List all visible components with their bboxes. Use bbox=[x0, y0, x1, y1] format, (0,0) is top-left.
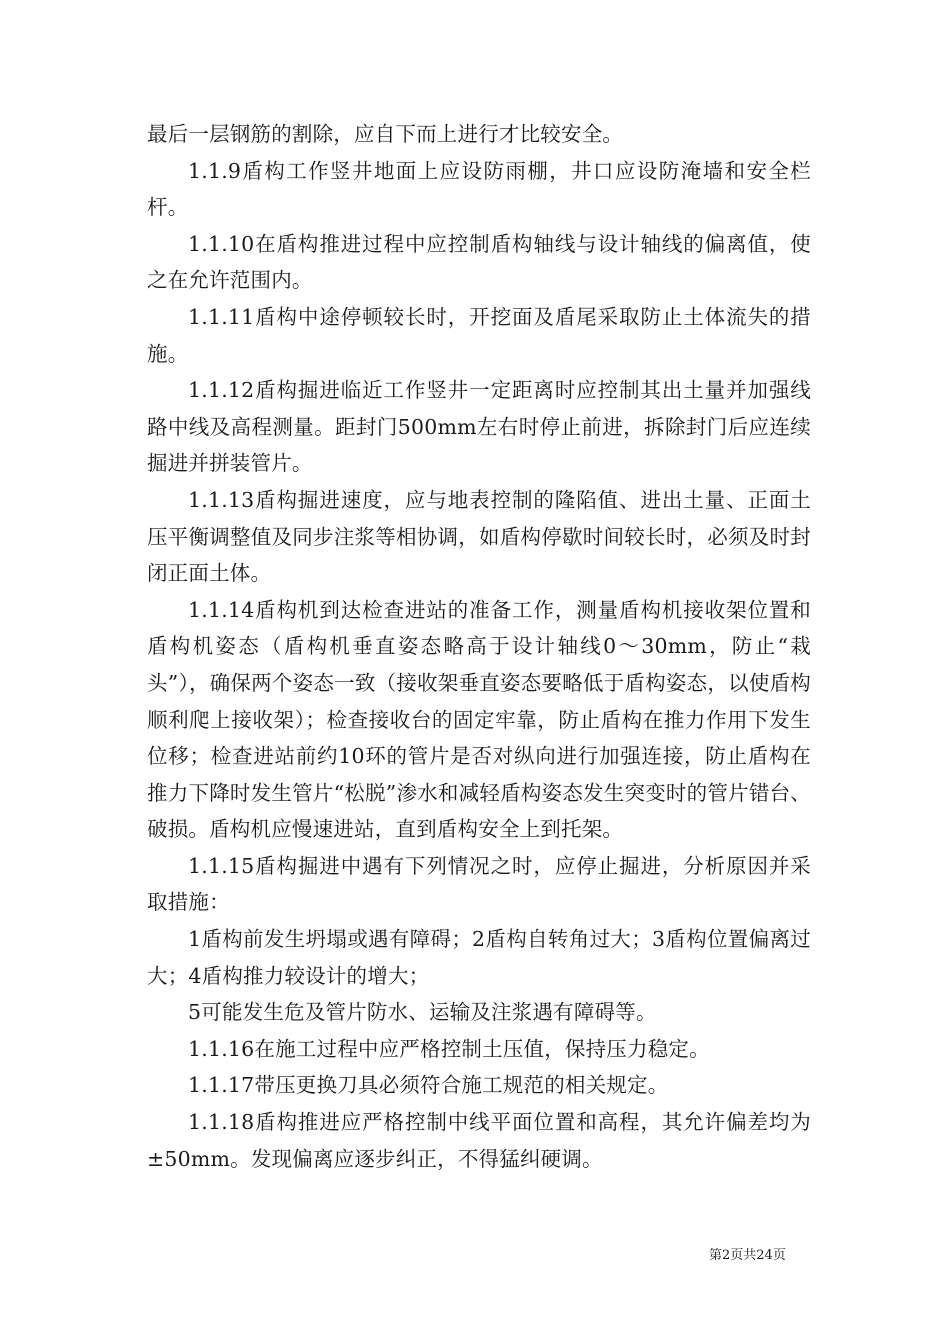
paragraph-list-item-5: 5可能发生危及管片防水、运输及注浆遇有障碍等。 bbox=[188, 1000, 657, 1025]
paragraph-intro-continuation: 最后一层钢筋的割除，应自下而上进行才比较安全。 bbox=[147, 122, 624, 146]
page-footer bbox=[0, 1246, 950, 1266]
paragraph-list-items-1-4: 1盾构前发生坍塌或遇有障碍；2盾构自转角过大；3盾构位置偏离过大；4盾构推力较设计的增大； bbox=[147, 927, 811, 988]
paragraph-1-1-18: 1.1.18盾构推进应严格控制中线平面位置和高程，其允许偏差均为±50mm。发现偏离应逐步纠正，不得猛纠硬调。 bbox=[147, 1110, 811, 1171]
document-body bbox=[147, 116, 811, 1177]
paragraph-1-1-10: 1.1.10在盾构推进过程中应控制盾构轴线与设计轴线的偏离值，使之在允许范围内。 bbox=[147, 231, 811, 293]
paragraph-1-1-15: 1.1.15盾构掘进中遇有下列情况之时，应停止掘进，分析原因并采取措施： bbox=[147, 853, 811, 915]
paragraph-1-1-14: 1.1.14盾构机到达检查进站的准备工作，测量盾构机接收架位置和盾构机姿态（盾构机垂直姿态略高于设计轴线0～30mm，防止“栽头”），确保两个姿态一致（接收架垂直姿态要略低于盾构姿态，以使盾构顺利爬上接收架）；检查接收台的固定牢靠，防止盾构在推力作用下发生位移；检查进站前约10环的管片是否对纵向进行加强连接，防止盾构在推力下降时发生管片“松脱”渗水和减轻盾构姿态发生突变时的管片错台、破损。盾构机应慢速进站，直到盾构安全上到托架。 bbox=[147, 597, 811, 842]
paragraph-1-1-13: 1.1.13盾构掘进速度，应与地表控制的隆陷值、进出土量、正面土压平衡调整值及同步注浆等相协调，如盾构停歇时间较长时，必须及时封闭正面土体。 bbox=[147, 487, 811, 586]
paragraph-1-1-11: 1.1.11盾构中途停顿较长时，开挖面及盾尾采取防止土体流失的措施。 bbox=[147, 304, 811, 366]
paragraph-1-1-9: 1.1.9盾构工作竖井地面上应设防雨棚，井口应设防淹墙和安全栏杆。 bbox=[147, 158, 811, 220]
paragraph-1-1-12: 1.1.12盾构掘进临近工作竖井一定距离时应控制其出土量并加强线路中线及高程测量。距封门500mm左右时停止前进，拆除封门后应连续掘进并拼装管片。 bbox=[147, 378, 811, 476]
page-number: 第2页共24页 bbox=[709, 1248, 786, 1263]
paragraph-1-1-16: 1.1.16在施工过程中应严格控制土压值，保持压力稳定。 bbox=[188, 1036, 710, 1061]
paragraph-1-1-17: 1.1.17带压更换刀具必须符合施工规范的相关规定。 bbox=[188, 1073, 669, 1098]
